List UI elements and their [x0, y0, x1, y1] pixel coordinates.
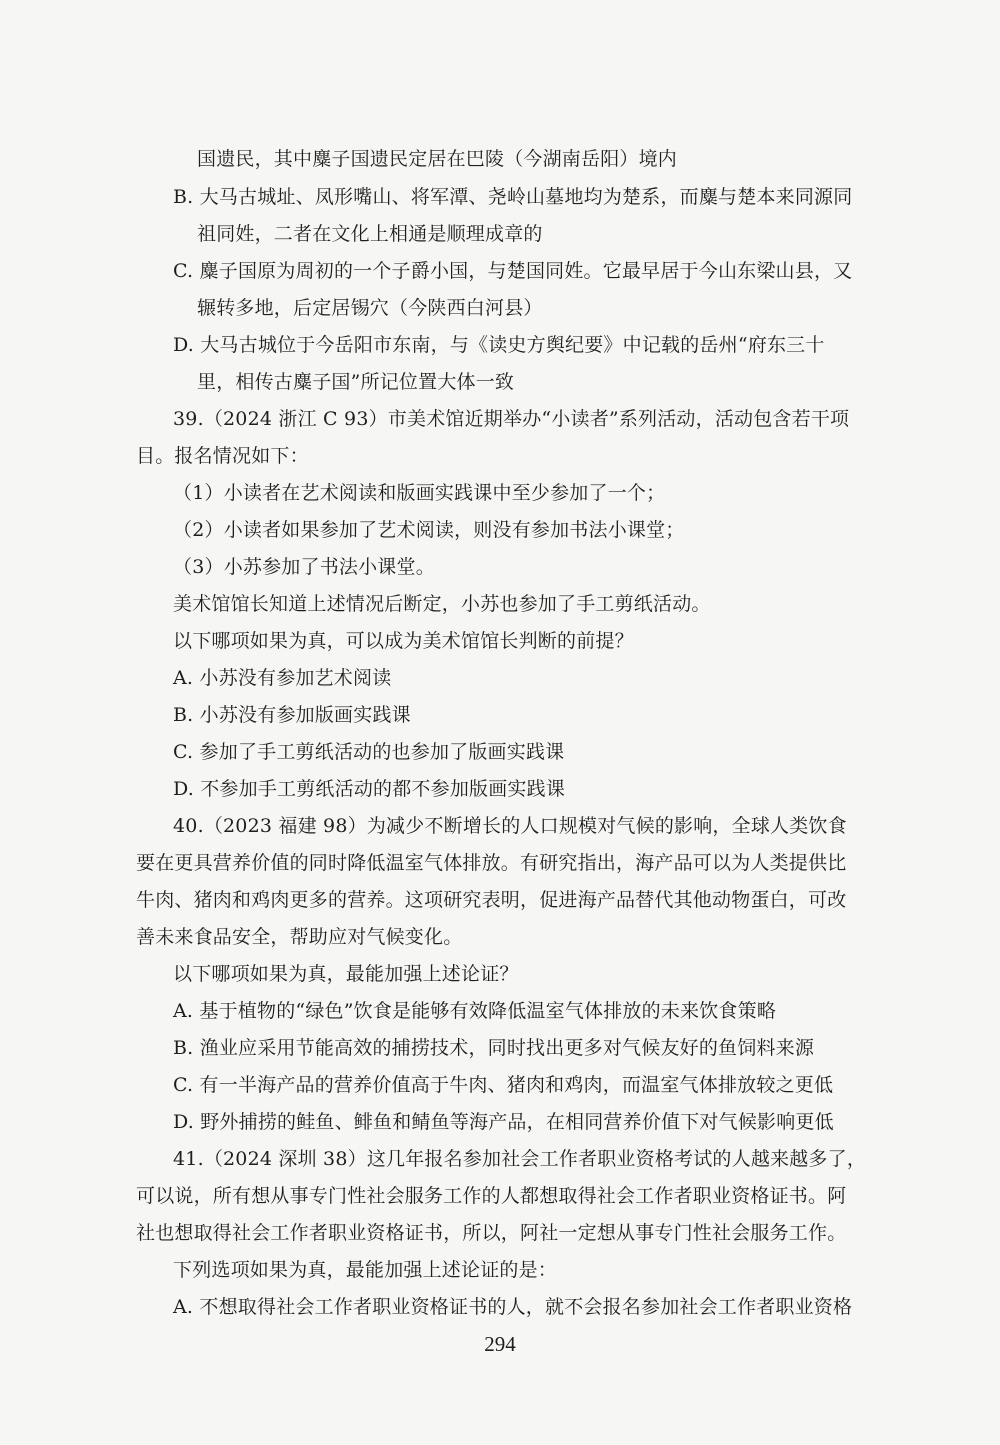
- text-line: 39.（2024 浙江 C 93）市美术馆近期举办“小读者”系列活动，活动包含若干项: [173, 408, 850, 430]
- text-line: C. 参加了手工剪纸活动的也参加了版画实践课: [173, 741, 565, 763]
- text-line: D. 野外捕捞的鲑鱼、鲱鱼和鲭鱼等海产品，在相同营养价值下对气候影响更低: [173, 1111, 834, 1133]
- text-line: 牛肉、猪肉和鸡肉更多的营养。这项研究表明，促进海产品替代其他动物蛋白，可改: [136, 889, 847, 911]
- text-line: 下列选项如果为真，最能加强上述论证的是：: [173, 1259, 558, 1281]
- text-line: （1）小读者在艺术阅读和版画实践课中至少参加了一个；: [173, 482, 666, 504]
- text-line: 祖同姓，二者在文化上相通是顺理成章的: [197, 223, 543, 245]
- text-line: 辗转多地，后定居锡穴（今陕西白河县）: [197, 297, 543, 319]
- text-line: C. 有一半海产品的营养价值高于牛肉、猪肉和鸡肉，而温室气体排放较之更低: [173, 1074, 834, 1096]
- text-line: 目。报名情况如下：: [136, 445, 309, 467]
- text-line: A. 小苏没有参加艺术阅读: [173, 667, 392, 689]
- text-line: 国遗民，其中麋子国遗民定居在巴陵（今湖南岳阳）境内: [197, 148, 678, 170]
- text-line: 社也想取得社会工作者职业资格证书，所以，阿社一定想从事专门性社会服务工作。: [136, 1222, 847, 1244]
- text-line: 以下哪项如果为真，最能加强上述论证？: [173, 963, 519, 985]
- text-line: B. 小苏没有参加版画实践课: [173, 704, 411, 726]
- page-number: 294: [484, 1332, 516, 1356]
- text-line: 要在更具营养价值的同时降低温室气体排放。有研究指出，海产品可以为人类提供比: [136, 852, 847, 874]
- text-line: A. 基于植物的“绿色”饮食是能够有效降低温室气体排放的未来饮食策略: [173, 1000, 777, 1022]
- text-line: 里，相传古麋子国”所记位置大体一致: [197, 371, 515, 393]
- text-line: （3）小苏参加了书法小课堂。: [173, 556, 435, 578]
- text-line: B. 大马古城址、凤形嘴山、将军潭、尧岭山墓地均为楚系，而麋与楚本来同源同: [173, 186, 853, 208]
- text-line: （2）小读者如果参加了艺术阅读，则没有参加书法小课堂；: [173, 519, 685, 541]
- text-line: 可以说，所有想从事专门性社会服务工作的人都想取得社会工作者职业资格证书。阿: [136, 1185, 847, 1207]
- text-line: A. 不想取得社会工作者职业资格证书的人，就不会报名参加社会工作者职业资格: [173, 1296, 853, 1318]
- text-line: 41.（2024 深圳 38）这几年报名参加社会工作者职业资格考试的人越来越多了，: [173, 1148, 867, 1170]
- text-line: 以下哪项如果为真，可以成为美术馆馆长判断的前提？: [173, 630, 634, 652]
- text-line: C. 麋子国原为周初的一个子爵小国，与楚国同姓。它最早居于今山东梁山县，又: [173, 260, 853, 282]
- text-line: 善未来食品安全，帮助应对气候变化。: [136, 926, 463, 948]
- text-line: D. 不参加手工剪纸活动的都不参加版画实践课: [173, 778, 566, 800]
- text-line: 40.（2023 福建 98）为减少不断增长的人口规模对气候的影响，全球人类饮食: [173, 815, 847, 837]
- text-line: 美术馆馆长知道上述情况后断定，小苏也参加了手工剪纸活动。: [173, 593, 711, 615]
- text-line: B. 渔业应采用节能高效的捕捞技术，同时找出更多对气候友好的鱼饲料来源: [173, 1037, 815, 1059]
- text-line: D. 大马古城位于今岳阳市东南，与《读史方舆纪要》中记载的岳州“府东三十: [173, 334, 825, 356]
